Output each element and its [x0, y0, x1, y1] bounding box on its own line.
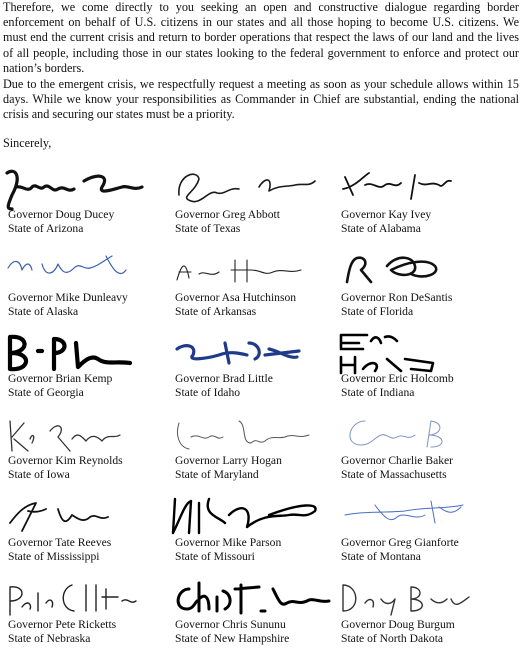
- signature-stroke: [178, 583, 329, 613]
- signatory-state: State of Indiana: [341, 386, 415, 399]
- signature-stroke: [177, 421, 309, 449]
- signatory-name: Governor Mike Parson: [175, 536, 282, 549]
- signatory-state: State of Missouri: [175, 550, 255, 563]
- signatory-state: State of Alaska: [8, 305, 79, 318]
- signature-stroke: [177, 343, 299, 363]
- signature-block: [335, 411, 510, 493]
- signatory-state: State of Florida: [341, 305, 414, 318]
- signature-stroke: [177, 260, 301, 282]
- signatory-name: Governor Kim Reynolds: [8, 454, 123, 467]
- signatory-state: State of Massachusetts: [341, 468, 447, 481]
- handwritten-signature: [2, 248, 162, 296]
- signatory-state: State of North Dakota: [341, 632, 444, 645]
- signature-block: [2, 493, 177, 575]
- signature-block: [2, 575, 177, 657]
- signature-stroke: [343, 585, 469, 615]
- signatory-name: Governor Doug Burgum: [341, 618, 455, 631]
- signature-block: [169, 248, 344, 330]
- signatory-name: Governor Greg Abbott: [175, 208, 280, 221]
- letter-paragraph-2: Due to the emergent crisis, we respectfully request a meeting as soon as your schedule allows within 15 days. While we know your responsibilities as Commander in Chief are substantial, ending the national crisis and securing our states must be a priority.: [3, 77, 519, 122]
- handwritten-signature: [335, 165, 495, 213]
- signatory-state: State of Montana: [341, 550, 421, 563]
- signatory-name: Governor Tate Reeves: [8, 536, 112, 549]
- signatory-name: Governor Larry Hogan: [175, 454, 282, 467]
- signature-block: [335, 329, 510, 411]
- handwritten-signature: [2, 165, 162, 213]
- handwritten-signature: [335, 329, 495, 377]
- signature-block: [2, 248, 177, 330]
- handwritten-signature: [169, 411, 329, 459]
- handwritten-signature: [169, 248, 329, 296]
- signatory-name: Governor Brad Little: [175, 372, 273, 385]
- signatory-state: State of Georgia: [8, 386, 84, 399]
- signature-stroke: [341, 335, 433, 373]
- signature-stroke: [347, 258, 436, 282]
- signature-block: [2, 329, 177, 411]
- signatory-state: State of Arkansas: [175, 305, 257, 318]
- signature-stroke: [173, 499, 316, 533]
- handwritten-signature: [169, 575, 329, 623]
- signatory-name: Governor Charlie Baker: [341, 454, 454, 467]
- signatory-state: State of Mississippi: [8, 550, 100, 563]
- signatory-name: Governor Ron DeSantis: [341, 291, 453, 304]
- handwritten-signature: [335, 575, 495, 623]
- signatory-state: State of Iowa: [8, 468, 70, 481]
- handwritten-signature: [2, 329, 162, 377]
- signature-block: [2, 411, 177, 493]
- closing-salutation: Sincerely,: [3, 136, 52, 150]
- signature-stroke: [8, 256, 126, 274]
- signature-stroke: [345, 501, 463, 523]
- signature-block: [335, 248, 510, 330]
- signature-block: [2, 165, 177, 247]
- signatory-name: Governor Doug Ducey: [8, 208, 115, 221]
- signatory-state: State of Idaho: [175, 386, 241, 399]
- signature-stroke: [343, 173, 451, 199]
- signatory-state: State of Arizona: [8, 222, 84, 235]
- signatory-name: Governor Brian Kemp: [8, 372, 113, 385]
- signature-block: [335, 165, 510, 247]
- signature-stroke: [350, 421, 442, 447]
- signatory-state: State of New Hampshire: [175, 632, 290, 645]
- handwritten-signature: [335, 411, 495, 459]
- handwritten-signature: [169, 493, 329, 541]
- handwritten-signature: [2, 411, 162, 459]
- signatory-name: Governor Mike Dunleavy: [8, 291, 128, 304]
- handwritten-signature: [335, 493, 495, 541]
- signatory-name: Governor Greg Gianforte: [341, 536, 459, 549]
- signatory-name: Governor Eric Holcomb: [341, 372, 454, 385]
- signatory-state: State of Alabama: [341, 222, 421, 235]
- signature-block: [335, 575, 510, 657]
- letter-paragraph-1: Therefore, we come directly to you seeking an open and constructive dialogue regarding border enforcement on behalf of U.S. citizens in our states and all those hoping to become U.S. citizens. We must end the current crisis and return to border operations that respect the laws of our land and the lives of all people, including those in our states looking to the federal government to enforce and protect our nation’s borders.: [3, 0, 519, 75]
- signature-block: [169, 329, 344, 411]
- signature-block: [169, 493, 344, 575]
- signatory-name: Governor Kay Ivey: [341, 208, 432, 221]
- handwritten-signature: [169, 165, 329, 213]
- handwritten-signature: [335, 248, 495, 296]
- signature-block: [169, 411, 344, 493]
- signatory-name: Governor Pete Ricketts: [8, 618, 117, 631]
- signatory-name: Governor Asa Hutchinson: [175, 291, 297, 304]
- signatory-state: State of Nebraska: [8, 632, 91, 645]
- signature-stroke: [7, 171, 142, 209]
- handwritten-signature: [2, 575, 162, 623]
- signature-block: [335, 493, 510, 575]
- signatory-state: State of Texas: [175, 222, 241, 235]
- handwritten-signature: [169, 329, 329, 377]
- signature-stroke: [10, 421, 120, 451]
- signatory-name: Governor Chris Sununu: [175, 618, 286, 631]
- signatory-state: State of Maryland: [175, 468, 259, 481]
- signature-stroke: [10, 585, 136, 615]
- signature-block: [169, 165, 344, 247]
- signature-block: [169, 575, 344, 657]
- signature-stroke: [10, 503, 108, 531]
- signature-stroke: [179, 174, 315, 201]
- handwritten-signature: [2, 493, 162, 541]
- signature-stroke: [10, 337, 130, 369]
